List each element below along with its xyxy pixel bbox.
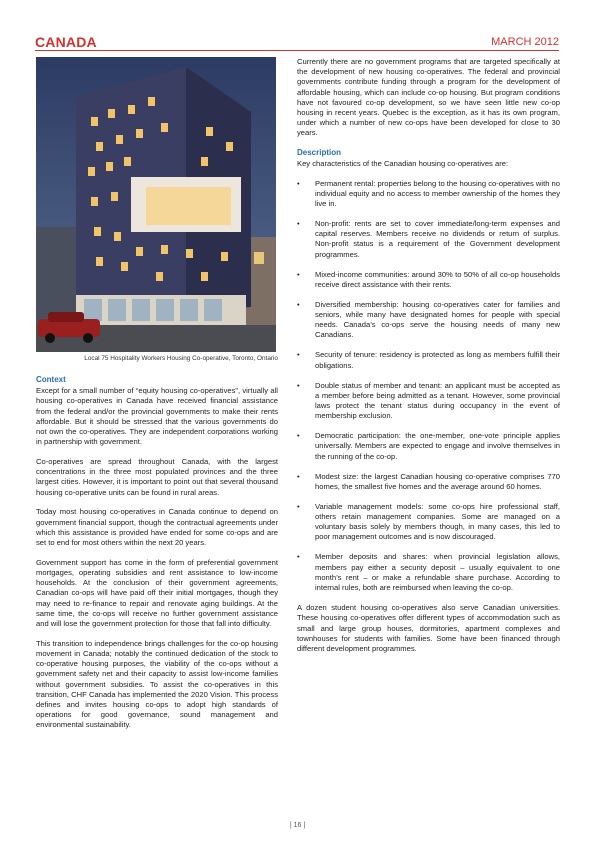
- header-rule: [35, 50, 559, 51]
- list-item: [297, 350, 560, 370]
- list-item-text: Mixed-income communities: around 30% to 50% of all co-op households receive direct assistance with their rents.: [315, 269, 560, 289]
- list-item: [297, 300, 560, 341]
- bullet-icon: •: [297, 552, 300, 562]
- context-paragraph: Today most housing co-operatives in Canada continue to depend on government financial support, though the contractual agreements under which this assistance is provided have ended for some co-ops and are set to end for most others within the next 20 years.: [36, 507, 278, 548]
- bullet-icon: •: [297, 431, 300, 441]
- bullet-icon: •: [297, 350, 300, 360]
- building-photo: [36, 57, 276, 352]
- list-item-text: Security of tenure: residency is protected as long as members fulfill their obligations.: [315, 350, 560, 370]
- list-item: [297, 219, 560, 260]
- description-heading: Description: [297, 148, 342, 158]
- closing-paragraph: A dozen student housing co-operatives also serve Canadian universities. These housing co-operatives offer different types of accommodation such as small and large group houses, dormitories, apartment complexes and townhouses for students with families. Some have been financed through different development programmes.: [297, 603, 560, 653]
- list-item: [297, 179, 560, 210]
- bullet-icon: •: [297, 269, 300, 279]
- list-item: [297, 502, 560, 543]
- list-item: [297, 270, 560, 290]
- opening-paragraph: Currently there are no government programs that are targeted specifically at the development of new housing co-operatives. The federal and provincial governments contribute funding through a program for the development of affordable housing, which can include co-op housing. But program conditions have not favoured co-op development, so we have seen little new co-op housing in recent years. Quebec is the exception, as it has its own program, under which a number of new co-ops have been developed for close to 30 years.: [297, 57, 560, 138]
- list-item: [297, 552, 560, 593]
- context-paragraph: This transition to independence brings challenges for the co-op housing movement in Canada; notably the continued dedication of the stock to co-operative housing purposes, the viability of the co-ops without a government safety net and their capacity to assist low-income families without government subsidies. To assist the co-operatives in this transition, CHF Canada has implemented the 2020 Vision. This process defines and invites housing co-ops to adopt high standards of operations for good governance, sound management and environmental sustainability.: [36, 638, 278, 730]
- bullet-icon: •: [297, 501, 300, 511]
- issue-date: MARCH 2012: [491, 36, 559, 48]
- bullet-icon: •: [297, 471, 300, 481]
- context-paragraph: Government support has come in the form of preferential government mortgages, operating subsidies and rent assistance to low-income households. At the conclusion of their government agreements, Canadian co-ops will have paid off their initial mortgages, though they may need to re-finance to repair and renovate aging buildings. At the same time, the co-ops will receive no further government assistance and will lose the government protection for those that fall into difficulty.: [36, 557, 278, 629]
- context-paragraph: Co-operatives are spread throughout Canada, with the largest concentrations in the three most populated provinces and the three largest cities. However, it is important to point out that several thousand housing co-operative units can be found in rural areas.: [36, 457, 278, 497]
- list-item: [297, 472, 560, 492]
- list-item-text: Permanent rental: properties belong to the housing co-operatives with no individual equity and no access to member ownership of the homes they live in.: [315, 178, 560, 209]
- context-heading: Context: [36, 375, 66, 384]
- list-item-text: Double status of member and tenant: an applicant must be accepted as a member before being admitted as a tenant. However, some provincial laws protect the tenant status during occupancy in the event of membership exclusion.: [315, 380, 560, 421]
- list-item-text: Variable management models: some co-ops hire professional staff, others retain management companies. Some are managed on a voluntary basis solely by members though, in many cases, this led to poor management outcomes and is now discouraged.: [315, 501, 560, 542]
- list-item-text: Diversified membership: housing co-operatives cater for families and seniors, while many have designated homes for people with special needs. Canada’s co-ops serve the housing needs of many new Canadians.: [315, 299, 560, 340]
- bullet-icon: •: [297, 219, 300, 229]
- bullet-icon: •: [297, 299, 300, 309]
- right-column: [297, 57, 560, 664]
- country-title: CANADA: [35, 34, 97, 50]
- context-paragraph: Except for a small number of “equity housing co-operatives”, virtually all housing co-operatives in Canada have received financial assistance from the federal and/or the provincial governments to make their rents affordable. But it should be stressed that the various governments do not own the co-operatives. They are independent corporations working in partnership with government.: [36, 386, 278, 447]
- bullet-icon: •: [297, 380, 300, 390]
- description-intro: Key characteristics of the Canadian housing co-operatives are:: [297, 159, 509, 169]
- list-item-text: Non-profit: rents are set to cover immediate/long-term expenses and capital reserves. Members receive no dividends or return of surplus. Non-profit status is a requirement of the Government development programmes.: [315, 219, 560, 259]
- characteristics-list: [297, 179, 560, 594]
- list-item: [297, 381, 560, 422]
- photo-caption: Local 75 Hospitality Workers Housing Co-operative, Toronto, Ontario: [84, 355, 278, 362]
- list-item-text: Modest size: the largest Canadian housing co-operative comprises 770 homes, the smallest five homes and the average around 60 homes.: [315, 471, 560, 491]
- bullet-icon: •: [297, 178, 300, 188]
- list-item-text: Democratic participation: the one-member, one-vote principle applies universally. Members are expected to engage and involve themselves in the running of the co-op.: [315, 431, 560, 461]
- list-item-text: Member deposits and shares: when provincial legislation allows, members pay either a security deposit – usually equivalent to one month’s rent – or make a refundable share purchase. According to internal rules, both are reimbursed when leaving the co-op.: [315, 552, 560, 593]
- page-number: | 16 |: [289, 822, 306, 829]
- left-column: [36, 375, 278, 740]
- list-item: [297, 431, 560, 462]
